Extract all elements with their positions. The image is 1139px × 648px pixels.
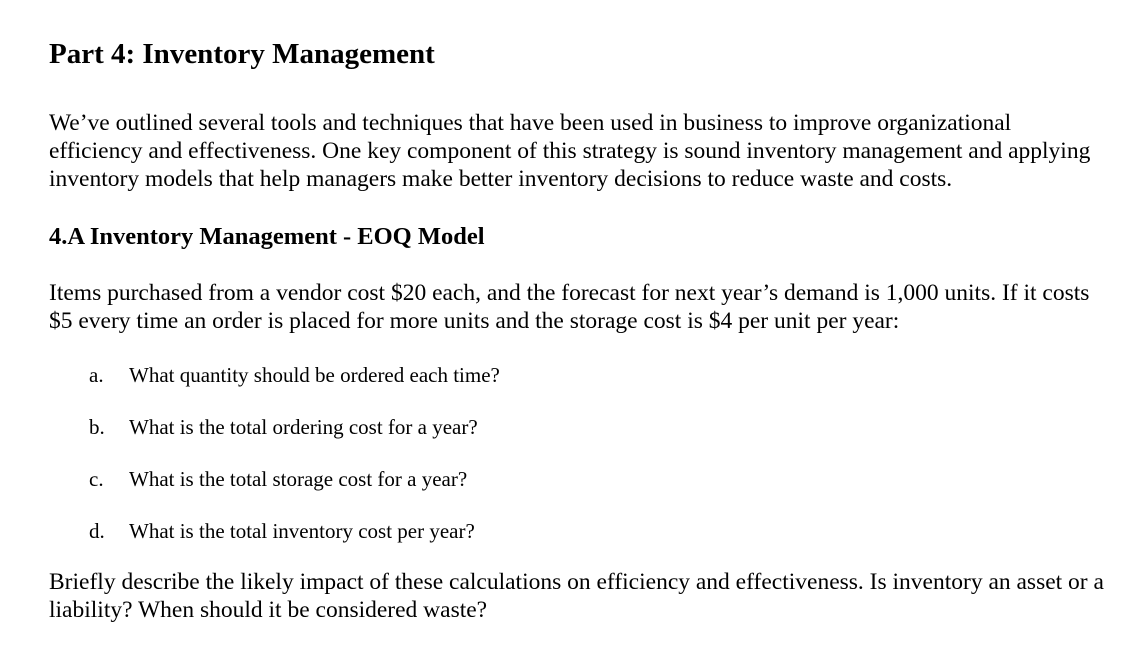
question-letter: b.	[89, 415, 105, 439]
intro-paragraph: We’ve outlined several tools and techniques that have been used in business to improve organizational efficiency and effectiveness. One key component of this strategy is sound inventory management and applying inventory models that help managers make better inventory decisions to reduce waste and costs.	[49, 110, 1091, 192]
question-text: What is the total ordering cost for a year?	[129, 415, 478, 439]
question-letter: a.	[89, 363, 104, 387]
question-text: What is the total inventory cost per year?	[129, 519, 475, 543]
section-heading: 4.A Inventory Management - EOQ Model	[49, 223, 485, 250]
question-letter: d.	[89, 519, 105, 543]
problem-paragraph: Items purchased from a vendor cost $20 each, and the forecast for next year’s demand is 1,000 units. If it costs $5 every time an order is placed for more units and the storage cost is $4 per unit per year:	[49, 280, 1090, 334]
closing-paragraph: Briefly describe the likely impact of these calculations on efficiency and effectiveness. Is inventory an asset or a liability? When should it be considered waste?	[49, 569, 1104, 623]
question-text: What quantity should be ordered each time?	[129, 363, 500, 387]
page-title: Part 4: Inventory Management	[49, 38, 435, 70]
question-text: What is the total storage cost for a year?	[129, 467, 468, 491]
question-letter: c.	[89, 467, 104, 491]
